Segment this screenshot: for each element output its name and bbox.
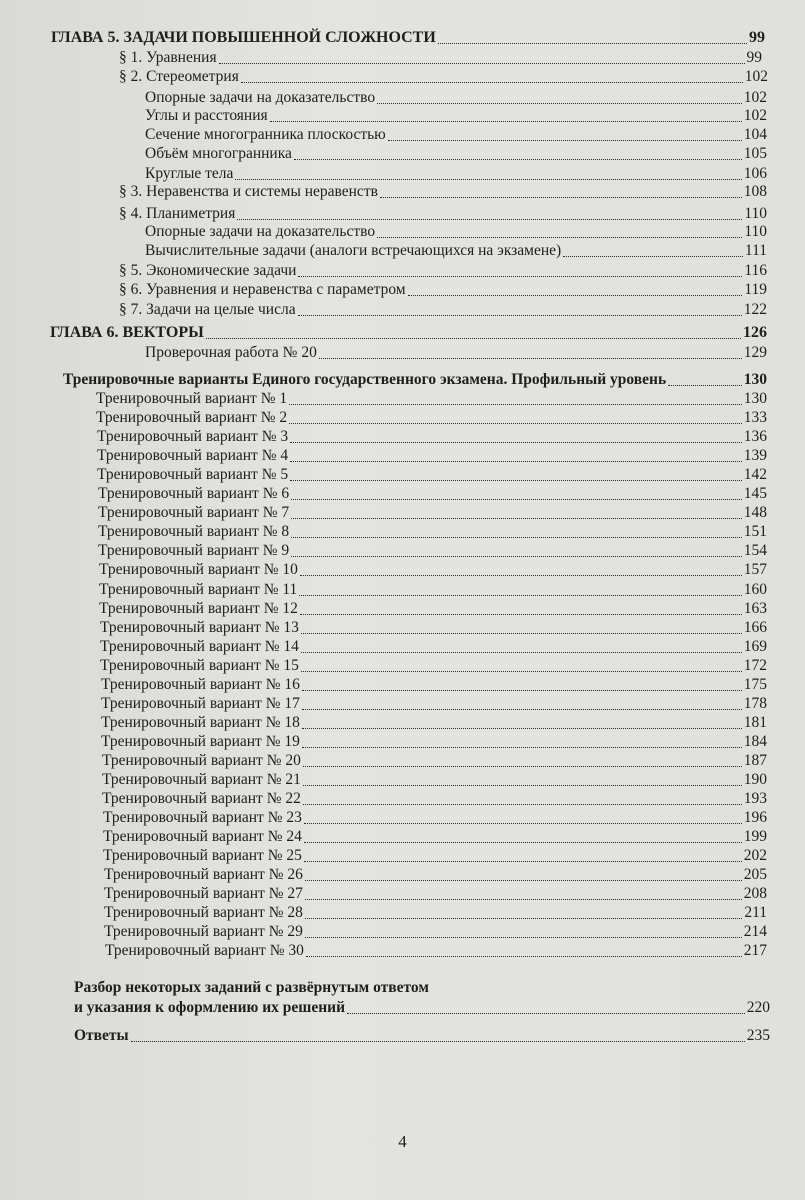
dot-leader	[563, 256, 743, 257]
toc-variant-item[interactable]	[98, 484, 767, 504]
dot-leader	[237, 219, 742, 220]
toc-item[interactable]	[145, 125, 767, 145]
page-ref: 148	[743, 504, 767, 522]
dot-leader	[131, 1041, 745, 1042]
toc-item-label: § 5. Экономические задачи	[119, 262, 297, 279]
toc-variant-item[interactable]	[97, 446, 767, 466]
toc-item[interactable]	[145, 106, 767, 126]
toc-variant-item[interactable]	[101, 732, 767, 752]
variant-label: Тренировочный вариант № 9	[98, 542, 290, 560]
dot-leader	[289, 423, 742, 424]
toc-variant-item[interactable]	[104, 922, 767, 942]
variant-label: Тренировочный вариант № 13	[100, 618, 299, 636]
page-ref: 178	[743, 694, 767, 712]
toc-item[interactable]	[119, 67, 768, 87]
variant-label: Тренировочный вариант № 6	[98, 485, 290, 503]
page-ref: 116	[744, 262, 767, 279]
variant-label: Тренировочный вариант № 10	[99, 561, 298, 579]
page-ref: 142	[743, 466, 767, 484]
dot-leader	[377, 103, 742, 104]
toc-variant-item[interactable]	[101, 675, 767, 695]
variant-label: Тренировочный вариант № 15	[100, 656, 299, 674]
analysis-line-2: и указания к оформлению их решений	[74, 999, 346, 1016]
toc-item[interactable]	[119, 261, 767, 281]
variant-label: Тренировочный вариант № 22	[102, 790, 301, 808]
page-ref: 199	[743, 828, 767, 846]
variant-label: Тренировочный вариант № 1	[96, 390, 288, 407]
variant-label: Тренировочный вариант № 5	[97, 466, 289, 484]
toc-item-label: § 3. Неравенства и системы неравенств	[119, 183, 378, 200]
dot-leader	[290, 442, 742, 443]
toc-item-label: Круглые тела	[145, 165, 234, 182]
variant-label: Тренировочный вариант № 26	[104, 866, 303, 884]
dot-leader	[305, 899, 742, 900]
toc-variant-item[interactable]	[100, 637, 767, 657]
dot-leader	[291, 518, 742, 519]
toc-variant-item[interactable]	[101, 713, 767, 733]
toc-item[interactable]	[119, 280, 767, 300]
toc-item-label: Углы и расстояния	[145, 107, 268, 124]
dot-leader	[235, 179, 741, 180]
dot-leader	[304, 842, 742, 843]
variant-label: Тренировочный вариант № 24	[103, 828, 302, 846]
toc-variant-item[interactable]	[102, 770, 767, 790]
page-ref: 220	[746, 999, 770, 1016]
toc-variant-item[interactable]	[100, 618, 767, 638]
variant-label: Тренировочный вариант № 14	[100, 637, 299, 655]
dot-leader	[305, 918, 742, 919]
dot-leader	[302, 690, 742, 691]
variant-label: Тренировочный вариант № 27	[104, 885, 303, 903]
toc-item[interactable]	[145, 343, 767, 363]
page-ref: 202	[743, 847, 767, 865]
toc-variant-item[interactable]	[98, 541, 767, 561]
toc-answers[interactable]	[74, 1026, 770, 1046]
page-ref: 166	[743, 618, 767, 636]
page-ref: 126	[743, 324, 767, 341]
dot-leader	[298, 315, 742, 316]
page-ref: 214	[743, 923, 767, 941]
page-ref: 111	[744, 242, 767, 259]
dot-leader	[438, 43, 747, 44]
page-ref: 181	[743, 713, 767, 731]
dot-leader	[305, 937, 742, 938]
toc-variant-item[interactable]	[97, 427, 767, 447]
page-ref: 99	[749, 29, 765, 46]
toc-item-label: § 2. Стереометрия	[119, 68, 239, 85]
page-ref: 105	[743, 145, 767, 162]
dot-leader	[377, 237, 742, 238]
dot-leader	[219, 63, 745, 64]
page-ref: 217	[743, 942, 767, 960]
variant-label: Тренировочный вариант № 2	[96, 409, 288, 427]
dot-leader	[290, 480, 742, 481]
page-ref: 108	[743, 183, 767, 200]
toc-item[interactable]	[119, 48, 762, 68]
chapter-title: ГЛАВА 5. ЗАДАЧИ ПОВЫШЕННОЙ СЛОЖНОСТИ	[51, 29, 436, 46]
toc-item-label: Объём многогранника	[145, 145, 292, 162]
dot-leader	[291, 499, 742, 500]
toc-item[interactable]	[119, 182, 767, 202]
toc-item-label: § 1. Уравнения	[119, 49, 217, 66]
variant-label: Тренировочный вариант № 23	[103, 809, 302, 827]
page-ref: 193	[743, 790, 767, 808]
dot-leader	[388, 140, 742, 141]
analysis-line-1: Разбор некоторых заданий с развёрнутым ответом	[74, 979, 429, 996]
page-ref: 211	[744, 904, 767, 922]
page-ref: 106	[743, 165, 767, 182]
page-ref: 196	[743, 809, 767, 827]
toc-variant-item[interactable]	[105, 941, 767, 961]
toc-item[interactable]	[145, 241, 767, 261]
dot-leader	[300, 575, 742, 576]
toc-item-label: § 7. Задачи на целые числа	[119, 301, 296, 318]
dot-leader	[289, 404, 742, 405]
variant-label: Тренировочный вариант № 30	[105, 942, 304, 960]
variant-label: Тренировочный вариант № 19	[101, 732, 300, 750]
toc-item[interactable]	[145, 144, 767, 164]
dot-leader	[319, 358, 742, 359]
toc-variant-item[interactable]	[104, 903, 767, 923]
chapter-title: ГЛАВА 6. ВЕКТОРЫ	[50, 324, 204, 341]
dot-leader	[302, 709, 742, 710]
dot-leader	[303, 785, 742, 786]
toc-variant-item[interactable]	[104, 865, 767, 885]
page-number: 4	[398, 1132, 407, 1151]
page-ref: 151	[743, 523, 767, 541]
page-ref: 110	[744, 223, 767, 240]
toc-item-label: Опорные задачи на доказательство	[145, 89, 376, 106]
page-ref: 175	[743, 675, 767, 693]
toc-chapter-6[interactable]	[50, 323, 767, 343]
dot-leader	[270, 121, 742, 122]
page-ref: 139	[743, 447, 767, 465]
toc-item[interactable]	[119, 300, 767, 320]
toc-variant-item[interactable]	[97, 465, 767, 485]
answers-label: Ответы	[74, 1027, 129, 1044]
page-ref: 157	[743, 561, 767, 579]
toc-item-label: Сечение многогранника плоскостью	[145, 126, 386, 143]
dot-leader	[303, 766, 742, 767]
page-ref: 208	[743, 885, 767, 903]
page-ref: 129	[743, 344, 767, 361]
dot-leader	[668, 385, 742, 386]
page-ref: 130	[743, 371, 767, 388]
dot-leader	[305, 880, 742, 881]
page-ref: 122	[743, 301, 767, 318]
variant-label: Тренировочный вариант № 21	[102, 771, 301, 788]
toc-chapter-5[interactable]	[51, 28, 765, 48]
page-ref: 235	[746, 1027, 770, 1044]
toc-item[interactable]	[145, 222, 767, 242]
variant-label: Тренировочный вариант № 4	[97, 447, 289, 465]
page-ref: 110	[744, 205, 767, 222]
toc-variants-heading[interactable]	[63, 370, 767, 390]
page-ref: 145	[743, 485, 767, 503]
dot-leader	[301, 671, 742, 672]
toc-variant-item[interactable]	[103, 846, 767, 866]
variant-label: Тренировочный вариант № 11	[99, 580, 298, 598]
variant-label: Тренировочный вариант № 29	[104, 923, 303, 941]
dot-leader	[302, 747, 742, 748]
toc-variant-item[interactable]	[99, 560, 767, 580]
page-ref: 163	[743, 599, 767, 617]
dot-leader	[408, 295, 743, 296]
variant-label: Тренировочный вариант № 8	[98, 523, 290, 541]
page-ref: 119	[744, 281, 767, 298]
page-ref: 184	[743, 732, 767, 750]
page-ref: 104	[743, 126, 767, 143]
variant-label: Тренировочный вариант № 17	[101, 694, 300, 712]
toc-variant-item[interactable]	[103, 808, 767, 828]
variant-label: Тренировочный вариант № 12	[99, 599, 298, 617]
dot-leader	[306, 956, 742, 957]
variant-label: Тренировочный вариант № 28	[104, 904, 303, 922]
toc-variant-item[interactable]	[98, 503, 767, 523]
variant-label: Тренировочный вариант № 20	[102, 751, 301, 769]
dot-leader	[302, 728, 742, 729]
toc-variant-item[interactable]	[96, 408, 767, 428]
dot-leader	[241, 82, 743, 83]
page-ref: 130	[743, 390, 767, 407]
toc-variant-item[interactable]	[104, 884, 767, 904]
toc-item-label: § 6. Уравнения и неравенства с параметром	[119, 281, 406, 298]
dot-leader	[301, 633, 742, 634]
dot-leader	[299, 595, 741, 596]
toc-item[interactable]	[145, 164, 767, 184]
toc-variant-item[interactable]	[99, 580, 767, 600]
toc-variant-item[interactable]	[102, 789, 767, 809]
toc-variant-item[interactable]	[103, 827, 767, 847]
dot-leader	[294, 159, 742, 160]
toc-item[interactable]	[145, 88, 767, 108]
section-title: Тренировочные варианты Единого государственного экзамена. Профильный уровень	[63, 371, 667, 388]
dot-leader	[301, 652, 742, 653]
dot-leader	[300, 614, 742, 615]
dot-leader	[347, 1013, 745, 1014]
toc-variant-item[interactable]	[96, 389, 767, 409]
toc-variant-item[interactable]	[100, 656, 767, 676]
variant-label: Тренировочный вариант № 25	[103, 847, 302, 865]
page-ref: 205	[743, 866, 767, 884]
variant-label: Тренировочный вариант № 3	[97, 428, 289, 446]
dot-leader	[290, 461, 742, 462]
dot-leader	[304, 861, 742, 862]
variant-label: Тренировочный вариант № 16	[101, 675, 300, 693]
page-ref: 190	[743, 771, 767, 788]
variant-label: Тренировочный вариант № 18	[101, 713, 300, 731]
toc-item[interactable]	[119, 204, 767, 224]
dot-leader	[380, 197, 742, 198]
analysis-line-2-row	[74, 998, 770, 1018]
toc-variant-item[interactable]	[102, 751, 767, 771]
toc-item-label: § 4. Планиметрия	[119, 205, 236, 222]
toc-analysis[interactable]	[74, 978, 770, 1018]
page-ref: 102	[744, 68, 768, 85]
dot-leader	[291, 537, 742, 538]
dot-leader	[304, 823, 742, 824]
toc-variant-item[interactable]	[98, 522, 767, 542]
dot-leader	[303, 804, 742, 805]
toc-variant-item[interactable]	[101, 694, 767, 714]
page-ref: 102	[743, 89, 767, 106]
page-ref: 169	[743, 637, 767, 655]
page-ref: 172	[743, 656, 767, 674]
page-ref: 99	[746, 49, 762, 66]
dot-leader	[206, 338, 741, 339]
page-ref: 187	[743, 751, 767, 769]
toc-item-label: Проверочная работа № 20	[145, 344, 317, 361]
toc-item-label: Опорные задачи на доказательство	[145, 223, 376, 240]
dot-leader	[291, 556, 742, 557]
page-ref: 160	[743, 580, 767, 598]
page-ref: 102	[743, 107, 767, 124]
toc-variant-item[interactable]	[99, 599, 767, 619]
page-ref: 154	[743, 542, 767, 560]
page-ref: 133	[743, 409, 767, 427]
toc-item-label: Вычислительные задачи (аналоги встречающихся на экзамене)	[145, 242, 562, 259]
variant-label: Тренировочный вариант № 7	[98, 504, 290, 522]
page-ref: 136	[743, 428, 767, 446]
dot-leader	[298, 276, 742, 277]
